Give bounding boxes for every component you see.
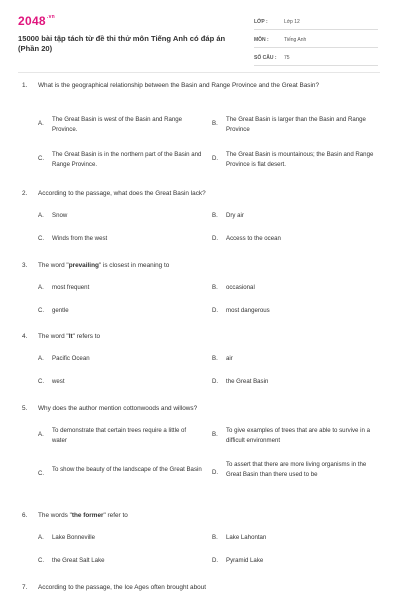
option-text: occasional bbox=[226, 284, 255, 291]
stem-keyword: prevailing bbox=[68, 262, 99, 269]
option-text: Pacific Ocean bbox=[52, 355, 90, 362]
option-label: A. bbox=[38, 120, 44, 127]
option-label: D. bbox=[212, 557, 219, 564]
meta-row-subject bbox=[254, 34, 378, 48]
option-label: C. bbox=[38, 155, 45, 162]
option-text: The Great Basin is mountainous; the Basin and Range Province is flat desert. bbox=[226, 151, 374, 168]
option-label: A. bbox=[38, 284, 44, 291]
document-meta bbox=[254, 16, 378, 70]
option-label: D. bbox=[212, 235, 219, 242]
option-label: A. bbox=[38, 212, 44, 219]
option-label: B. bbox=[212, 120, 218, 127]
option-label: B. bbox=[212, 534, 218, 541]
question-stem bbox=[38, 511, 378, 520]
logo-text: 2048 bbox=[18, 14, 46, 28]
question-stem: According to the passage, the Ice Ages often brought about bbox=[38, 584, 207, 591]
meta-key: MÔN : bbox=[254, 37, 269, 43]
option-label: B. bbox=[212, 284, 218, 291]
option-text: Snow bbox=[52, 212, 68, 219]
stem-keyword: the former bbox=[71, 512, 104, 519]
meta-value: Lớp 12 bbox=[284, 19, 300, 25]
option-text: Dry air bbox=[226, 212, 244, 219]
stem-after: " refer to bbox=[103, 512, 128, 519]
question-stem bbox=[38, 332, 378, 341]
meta-value: 75 bbox=[284, 55, 290, 61]
option-label: B. bbox=[212, 355, 218, 362]
option-text: Lake Bonneville bbox=[52, 534, 96, 541]
meta-key: LỚP : bbox=[254, 19, 268, 25]
site-logo[interactable] bbox=[18, 14, 55, 28]
option-label: C. bbox=[38, 378, 45, 385]
question-number: 2. bbox=[22, 190, 28, 197]
option-text: The Great Basin is in the northern part of the Basin and Range Province. bbox=[52, 151, 202, 168]
stem-after: " is closest in meaning to bbox=[98, 262, 170, 269]
option-text: the Great Basin bbox=[226, 378, 269, 385]
meta-value: Tiếng Anh bbox=[284, 37, 307, 43]
question-stem bbox=[38, 261, 378, 270]
question-number: 3. bbox=[22, 262, 28, 269]
option-text: most frequent bbox=[52, 284, 90, 291]
option-text: air bbox=[226, 355, 233, 362]
option-label: D. bbox=[212, 378, 219, 385]
option-text: Pyramid Lake bbox=[226, 557, 264, 564]
stem-keyword: It bbox=[68, 333, 73, 340]
question-stem: What is the geographical relationship between the Basin and Range Province and the Great Basin? bbox=[38, 82, 320, 89]
option-label: D. bbox=[212, 469, 219, 476]
option-label: C. bbox=[38, 557, 45, 564]
option-label: C. bbox=[38, 307, 45, 314]
option-label: D. bbox=[212, 155, 219, 162]
option-label: A. bbox=[38, 355, 44, 362]
option-text: Access to the ocean bbox=[226, 235, 281, 242]
option-text: Lake Lahontan bbox=[226, 534, 267, 541]
question-number: 7. bbox=[22, 584, 28, 591]
option-label: B. bbox=[212, 212, 218, 219]
option-label: C. bbox=[38, 470, 45, 477]
option-text: The Great Basin is west of the Basin and Range Province. bbox=[52, 116, 183, 133]
option-label: D. bbox=[212, 307, 219, 314]
option-text: To demonstrate that certain trees require a little of water bbox=[52, 427, 187, 444]
question-number: 1. bbox=[22, 82, 28, 89]
question-stem: According to the passage, what does the Great Basin lack? bbox=[38, 190, 206, 197]
option-text: To give examples of trees that are able to survive in a difficult environment bbox=[226, 427, 370, 444]
stem-before: The words " bbox=[38, 512, 72, 519]
option-label: B. bbox=[212, 431, 218, 438]
question-number: 6. bbox=[22, 512, 28, 519]
question-number: 4. bbox=[22, 333, 28, 340]
logo-suffix: .vn bbox=[46, 14, 56, 20]
meta-key: SỐ CÂU : bbox=[254, 55, 277, 61]
option-label: A. bbox=[38, 534, 44, 541]
meta-row-count bbox=[254, 52, 378, 66]
option-text: To show the beauty of the landscape of the Great Basin bbox=[52, 466, 202, 473]
option-text: west bbox=[52, 378, 65, 385]
document-title: 15000 bài tập tách từ đề thi thử môn Tiếng Anh có đáp án (Phần 20) bbox=[18, 34, 226, 53]
meta-row-class bbox=[254, 16, 378, 30]
stem-before: The word " bbox=[38, 333, 69, 340]
stem-after: " refers to bbox=[72, 333, 101, 340]
option-text: the Great Salt Lake bbox=[52, 557, 105, 564]
option-label: C. bbox=[38, 235, 45, 242]
option-text: gentle bbox=[52, 307, 69, 314]
question-stem: Why does the author mention cottonwoods and willows? bbox=[38, 405, 198, 412]
option-text: Winds from the west bbox=[52, 235, 108, 242]
option-text: To assert that there are more living organisms in the Great Basin than there used to be bbox=[226, 461, 367, 478]
option-text: The Great Basin is larger than the Basin and Range Province bbox=[226, 116, 366, 133]
option-text: most dangerous bbox=[226, 307, 270, 314]
header-divider bbox=[18, 72, 380, 73]
question-number: 5. bbox=[22, 405, 28, 412]
option-label: A. bbox=[38, 431, 44, 438]
stem-before: The word " bbox=[38, 262, 69, 269]
